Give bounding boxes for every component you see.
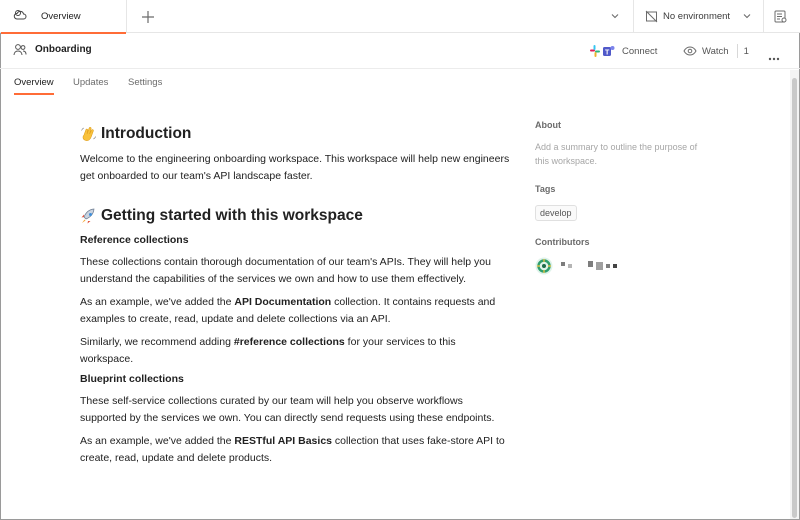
tab-label: Overview (41, 11, 81, 22)
watch-label: Watch (702, 45, 729, 57)
collection-name: RESTful API Basics (234, 435, 332, 447)
workspace-header (0, 33, 800, 69)
slack-icon (588, 44, 616, 58)
tab-label: Overview (14, 77, 54, 88)
active-tab-indicator (14, 93, 54, 95)
svg-text:T: T (605, 49, 610, 57)
environment-quick-look-icon[interactable] (773, 9, 788, 29)
tag-chip[interactable]: develop (535, 205, 577, 221)
tags-heading: Tags (535, 184, 556, 194)
environment-label: No environment (663, 11, 731, 22)
divider (737, 44, 738, 58)
intro-heading (80, 125, 510, 143)
connect-button[interactable] (588, 42, 657, 60)
reference-collections-text: These collections contain thorough documentation of our team's APIs. They will help you understand the capabilities of the services we own and how to use them effectively. (80, 256, 491, 285)
about-heading: About (535, 120, 561, 130)
eye-icon (683, 46, 697, 56)
chevron-down-icon[interactable] (608, 9, 622, 28)
workspace-title: Onboarding (35, 44, 92, 55)
intro-title: Introduction (101, 125, 192, 142)
getting-started-heading (80, 207, 510, 225)
text-span: for your services to this workspace. (80, 336, 456, 365)
watch-button[interactable] (683, 42, 749, 60)
rocket-emoji (80, 208, 97, 225)
more-icon[interactable] (768, 48, 780, 66)
blueprint-collections-heading: Blueprint collections (80, 373, 184, 385)
waving-hand-emoji (80, 126, 97, 143)
tab-settings[interactable]: Settings (128, 77, 163, 88)
plus-icon[interactable] (139, 8, 157, 26)
text-span: As an example, we've added the (80, 435, 235, 447)
reference-example-text (80, 294, 510, 328)
overview-content (80, 125, 510, 473)
connect-label: Connect (622, 45, 658, 57)
tab-bar (0, 0, 800, 33)
text-span: As an example, we've added the (80, 296, 235, 308)
workspace-tabs (0, 70, 790, 95)
contributors-heading: Contributors (535, 237, 590, 247)
text-span: Similarly, we recommend adding (80, 336, 234, 348)
scrollbar-thumb[interactable] (792, 78, 797, 518)
no-environment-icon (645, 10, 658, 26)
cloud-icon (13, 9, 27, 24)
watch-count: 1 (743, 45, 749, 57)
tab-overview-page[interactable] (14, 77, 54, 88)
intro-text: Welcome to the engineering onboarding workspace. This workspace will help new engineers get onboarded to our team's API landscape faster. (80, 153, 510, 182)
blueprint-example-text (80, 433, 510, 467)
environment-selector[interactable] (633, 0, 764, 33)
workspace-sidebar (535, 120, 715, 275)
tag-list (535, 203, 715, 221)
tab-overview[interactable] (1, 0, 127, 33)
connect-logos (588, 44, 616, 58)
people-icon (13, 43, 27, 61)
collection-tag: #reference collections (233, 336, 345, 348)
collection-name: API Documentation (234, 296, 332, 308)
getting-started-title: Getting started with this workspace (101, 207, 363, 224)
tab-updates[interactable]: Updates (73, 77, 109, 88)
text-span: collection that uses fake-store API to create, read, update and delete products. (80, 435, 505, 464)
text-span: collection. It contains requests and examples to create, read, update and delete collections via an API. (80, 296, 496, 325)
reference-recommend-text (80, 334, 510, 368)
chevron-down-icon (741, 10, 753, 25)
about-summary-input[interactable]: Add a summary to outline the purpose of this workspace. (535, 142, 698, 166)
blueprint-collections-text: These self-service collections curated by our team will help you observe workflows supported by the services we own. You can directly send requests using these endpoints. (80, 395, 495, 424)
avatar (535, 257, 553, 275)
contributor-row[interactable] (535, 257, 715, 275)
redacted-contributor-name (561, 262, 617, 270)
reference-collections-heading: Reference collections (80, 234, 189, 246)
